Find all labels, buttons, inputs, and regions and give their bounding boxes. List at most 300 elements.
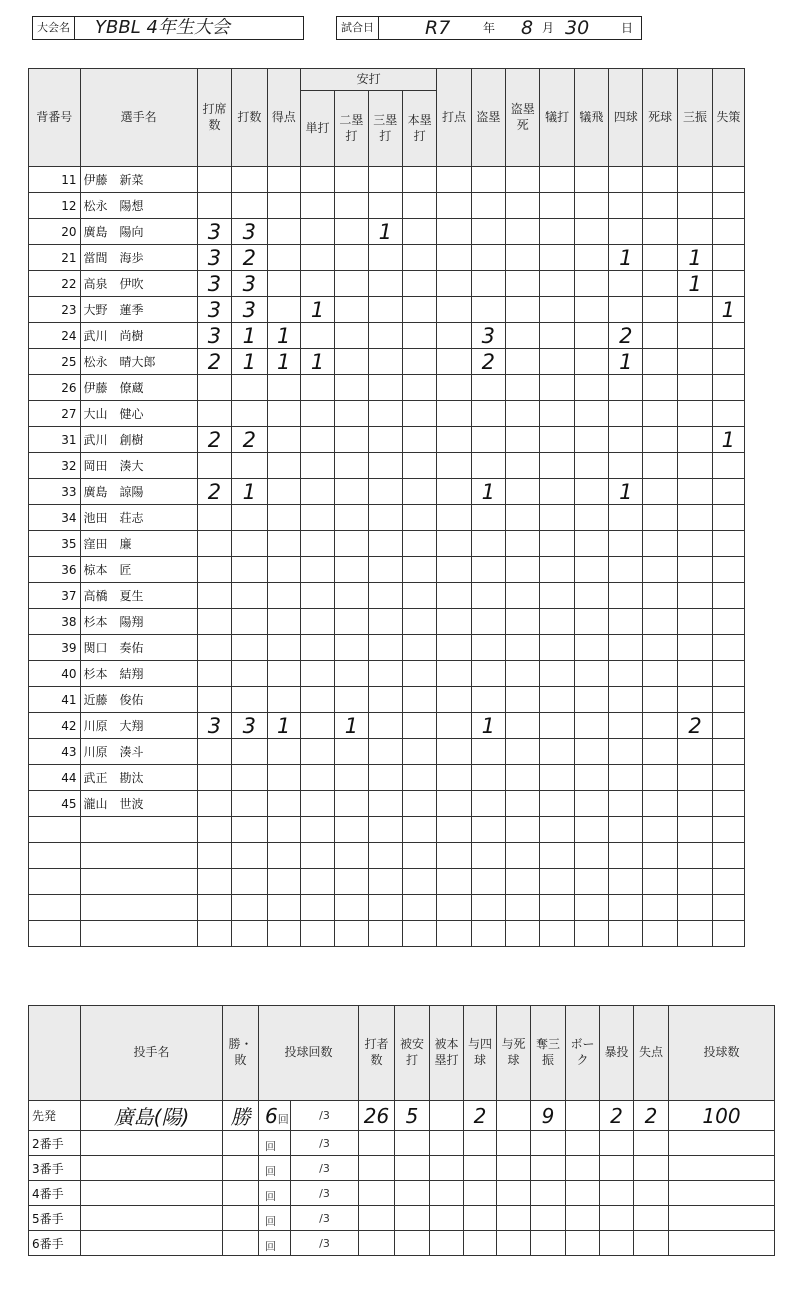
pitch-stat-h [395,1131,430,1156]
player-name: 大野 蓮季 [80,297,197,323]
header-hbp: 死球 [643,69,677,167]
stat-single [300,869,334,895]
innings-cell [259,1231,291,1256]
player-number [29,895,81,921]
pitch-stat-wp: 2 [600,1101,634,1131]
stat-cs [506,765,540,791]
table-row [29,323,776,349]
event-name-box [32,16,304,40]
stat-sac [540,349,574,375]
pitch-header-hbp: 与死球 [497,1006,531,1101]
stat-triple [368,765,402,791]
stat-err [713,921,744,947]
stat-pa [197,765,231,791]
stat-pa [197,843,231,869]
date-era: R7 [425,17,451,39]
player-name: 伊藤 新菜 [80,167,197,193]
table-row [29,583,776,609]
player-name [80,843,197,869]
stat-sac [540,375,574,401]
player-name: 川原 大翔 [80,713,197,739]
stat-so [677,401,712,427]
stat-sf [574,427,608,453]
player-name: 高泉 伊吹 [80,271,197,297]
pitch-stat-so [531,1156,566,1181]
stat-ab: 3 [232,271,267,297]
header-ab: 打数 [232,69,267,167]
pitch-stat-r: 2 [634,1101,669,1131]
stat-sb [471,531,505,557]
stat-sf [574,349,608,375]
stat-double [335,635,368,661]
stat-rbi [437,245,471,271]
stat-bb [609,219,643,245]
stat-triple [368,739,402,765]
player-name: 杉本 陽翔 [80,609,197,635]
pitch-stat-hr [430,1131,464,1156]
stat-bb [609,635,643,661]
stat-sb [471,557,505,583]
stat-sac [540,817,574,843]
stat-cs [506,167,540,193]
stat-hbp [643,921,677,947]
stat-hr [402,167,436,193]
stat-sb [471,193,505,219]
table-row [29,349,776,375]
stat-runs [267,609,300,635]
stat-sb [471,297,505,323]
stat-rbi [437,297,471,323]
table-row [29,271,776,297]
stat-triple [368,297,402,323]
innings-cell [259,1181,291,1206]
pitch-header-wp: 暴投 [600,1006,634,1101]
stat-hr [402,453,436,479]
stat-ab [232,765,267,791]
stat-runs [267,843,300,869]
player-number: 36 [29,557,81,583]
player-number [29,869,81,895]
player-name: 伊藤 僚蔵 [80,375,197,401]
stat-sb [471,791,505,817]
header-sb: 盗塁 [471,69,505,167]
table-row [29,167,776,193]
pitch-stat-h: 5 [395,1101,430,1131]
stat-cs [506,791,540,817]
stat-sf [574,245,608,271]
stat-sf [574,791,608,817]
pitch-stat-bk [566,1101,600,1131]
stat-triple [368,635,402,661]
stat-hr [402,661,436,687]
stat-triple [368,869,402,895]
table-row [29,843,776,869]
stat-sac [540,505,574,531]
stat-sf [574,895,608,921]
player-number [29,921,81,947]
stat-double [335,817,368,843]
stat-double [335,505,368,531]
pitch-stat-h [395,1181,430,1206]
pitch-stat-name: 廣島(陽) [81,1101,223,1131]
stat-sac [540,635,574,661]
pitch-header-bf: 打者数 [359,1006,395,1101]
stat-runs [267,245,300,271]
stat-triple [368,401,402,427]
stat-ab [232,375,267,401]
stat-sb [471,687,505,713]
pitch-header-so: 奪三振 [531,1006,566,1101]
stat-err [713,479,744,505]
stat-hr [402,349,436,375]
stat-hr [402,297,436,323]
stat-sac [540,323,574,349]
pitch-header-balk: ボーク [566,1006,600,1101]
stat-cs [506,349,540,375]
pitcher-role: 3番手 [29,1156,81,1181]
stat-bb: 1 [609,245,643,271]
stat-sb [471,895,505,921]
stat-sb [471,375,505,401]
player-number: 12 [29,193,81,219]
table-row [29,895,776,921]
pitch-stat-bb [464,1131,497,1156]
stat-double [335,349,368,375]
stat-hbp [643,661,677,687]
player-name: 関口 奏佑 [80,635,197,661]
stat-cs [506,843,540,869]
stat-pa [197,609,231,635]
stat-runs [267,453,300,479]
stat-single [300,271,334,297]
stat-sf [574,193,608,219]
stat-runs [267,895,300,921]
stat-sf [574,687,608,713]
pitch-header-hr: 被本塁打 [430,1006,464,1101]
stat-so [677,583,712,609]
table-row [29,661,776,687]
stat-bb [609,531,643,557]
pitch-stat-hr [430,1181,464,1206]
stat-hbp [643,609,677,635]
stat-bb [609,271,643,297]
stat-cs [506,297,540,323]
stat-so [677,297,712,323]
player-number: 32 [29,453,81,479]
stat-sf [574,271,608,297]
stat-bb [609,791,643,817]
stat-single [300,791,334,817]
stat-triple: 1 [368,219,402,245]
stat-hbp [643,583,677,609]
stat-sac [540,557,574,583]
stat-rbi [437,687,471,713]
stat-bb [609,297,643,323]
stat-sac [540,739,574,765]
stat-runs [267,869,300,895]
stat-ab [232,531,267,557]
stat-sac [540,713,574,739]
stat-pa [197,375,231,401]
date-label: 試合日 [337,17,379,39]
stat-triple [368,895,402,921]
stat-cs [506,739,540,765]
pitch-stat-bk [566,1181,600,1206]
stat-err [713,219,744,245]
stat-cs [506,453,540,479]
player-number: 22 [29,271,81,297]
stat-ab [232,817,267,843]
stat-rbi [437,843,471,869]
stat-ab: 3 [232,713,267,739]
player-number: 11 [29,167,81,193]
stat-so [677,479,712,505]
stat-pa [197,453,231,479]
stat-err [713,349,744,375]
player-name: 武川 尚樹 [80,323,197,349]
player-name: 近藤 俊佑 [80,687,197,713]
stat-hbp [643,427,677,453]
stat-ab [232,505,267,531]
stat-sf [574,583,608,609]
stat-triple [368,583,402,609]
stat-cs [506,245,540,271]
stat-hbp [643,193,677,219]
stat-cs [506,921,540,947]
stat-runs [267,531,300,557]
stat-ab: 2 [232,245,267,271]
stat-runs [267,479,300,505]
table-row [29,505,776,531]
pitch-stat-np [669,1231,775,1256]
stat-ab [232,843,267,869]
stat-err [713,791,744,817]
stat-so [677,167,712,193]
pitch-stat-bf [359,1181,395,1206]
stat-hr [402,635,436,661]
pitcher-row [29,1156,775,1181]
stat-so [677,843,712,869]
stat-bb [609,921,643,947]
pitch-stat-bf [359,1231,395,1256]
stat-pa: 2 [197,427,231,453]
stat-single [300,817,334,843]
stat-single [300,739,334,765]
stat-hbp [643,531,677,557]
inning-unit: 回 [265,1165,276,1178]
day-unit: 日 [621,21,634,35]
stat-runs [267,687,300,713]
stat-ab [232,453,267,479]
pitch-stat-wp [600,1231,634,1256]
stat-hr [402,765,436,791]
player-name: 當間 海歩 [80,245,197,271]
pitch-stat-so [531,1181,566,1206]
stat-sac [540,193,574,219]
stat-runs [267,739,300,765]
stat-bb [609,557,643,583]
stat-single [300,713,334,739]
stat-ab [232,661,267,687]
pitch-stat-hbp [497,1231,531,1256]
stat-sac [540,531,574,557]
stat-pa [197,193,231,219]
pitch-stat-h [395,1231,430,1256]
stat-err [713,453,744,479]
stat-sb [471,661,505,687]
stat-sac [540,895,574,921]
stat-double [335,401,368,427]
stat-pa: 3 [197,713,231,739]
stat-hr [402,427,436,453]
stat-hr [402,791,436,817]
stat-so [677,739,712,765]
stat-runs: 1 [267,713,300,739]
stat-err [713,401,744,427]
pitch-stat-bk [566,1156,600,1181]
stat-sf [574,609,608,635]
stat-single [300,427,334,453]
stat-hr [402,193,436,219]
pitch-header-role [29,1006,81,1101]
stat-hbp [643,401,677,427]
pitching-record-table [28,1005,775,1256]
pitch-stat-hbp [497,1181,531,1206]
stat-so [677,635,712,661]
stat-hr [402,557,436,583]
batting-record-table [28,68,776,947]
stat-sb [471,817,505,843]
stat-rbi [437,557,471,583]
stat-single [300,635,334,661]
stat-sb [471,583,505,609]
stat-sac [540,479,574,505]
stat-hbp [643,765,677,791]
table-row [29,531,776,557]
stat-sf [574,713,608,739]
stat-bb [609,427,643,453]
stat-runs [267,583,300,609]
table-row [29,791,776,817]
stat-single [300,687,334,713]
stat-ab: 1 [232,349,267,375]
stat-hr [402,843,436,869]
stat-double [335,609,368,635]
pitch-stat-r [634,1156,669,1181]
stat-double [335,271,368,297]
pitcher-role: 先発 [29,1101,81,1131]
stat-ab [232,687,267,713]
stat-cs [506,375,540,401]
stat-hbp [643,245,677,271]
stat-so [677,505,712,531]
pitch-stat-bb [464,1181,497,1206]
pitch-stat-wp [600,1131,634,1156]
stat-single [300,765,334,791]
stat-so [677,661,712,687]
stat-rbi [437,817,471,843]
stat-rbi [437,583,471,609]
table-row [29,401,776,427]
stat-double [335,765,368,791]
stat-sf [574,531,608,557]
stat-hr [402,609,436,635]
stat-single [300,323,334,349]
stat-triple [368,167,402,193]
pitch-stat-name [81,1131,223,1156]
table-row [29,817,776,843]
date-day: 30 [565,17,590,39]
pitch-stat-bk [566,1131,600,1156]
stat-bb [609,583,643,609]
table-row [29,193,776,219]
stat-sf [574,505,608,531]
pitcher-row [29,1101,775,1131]
stat-so [677,531,712,557]
stat-hr [402,531,436,557]
stat-triple [368,505,402,531]
stat-hbp [643,219,677,245]
stat-bb [609,609,643,635]
stat-so: 1 [677,245,712,271]
stat-so [677,349,712,375]
player-number: 45 [29,791,81,817]
stat-double [335,531,368,557]
stat-so [677,869,712,895]
stat-sb [471,635,505,661]
stat-err [713,531,744,557]
player-number: 35 [29,531,81,557]
stat-single [300,895,334,921]
header-cs: 盗塁死 [506,69,540,167]
stat-cs [506,895,540,921]
stat-triple [368,453,402,479]
stat-ab [232,739,267,765]
player-number: 43 [29,739,81,765]
pitch-stat-wl [223,1181,259,1206]
stat-hbp [643,297,677,323]
stat-bb [609,401,643,427]
player-name: 武川 創樹 [80,427,197,453]
stat-triple [368,323,402,349]
stat-so: 2 [677,713,712,739]
stat-pa: 2 [197,349,231,375]
stat-rbi [437,921,471,947]
stat-bb: 1 [609,479,643,505]
stat-hbp [643,375,677,401]
stat-triple [368,427,402,453]
stat-bb [609,869,643,895]
stat-hr [402,817,436,843]
stat-triple [368,661,402,687]
pitch-stat-r [634,1231,669,1256]
stat-hbp [643,791,677,817]
stat-hr [402,479,436,505]
player-name: 廣島 陽向 [80,219,197,245]
player-number: 38 [29,609,81,635]
player-name: 松永 晴大郎 [80,349,197,375]
stat-double [335,843,368,869]
stat-triple [368,817,402,843]
stat-double [335,661,368,687]
pitch-stat-bb [464,1231,497,1256]
stat-runs [267,427,300,453]
stat-rbi [437,453,471,479]
pitch-stat-name [81,1206,223,1231]
stat-so [677,453,712,479]
pitch-stat-wp [600,1156,634,1181]
player-name [80,921,197,947]
